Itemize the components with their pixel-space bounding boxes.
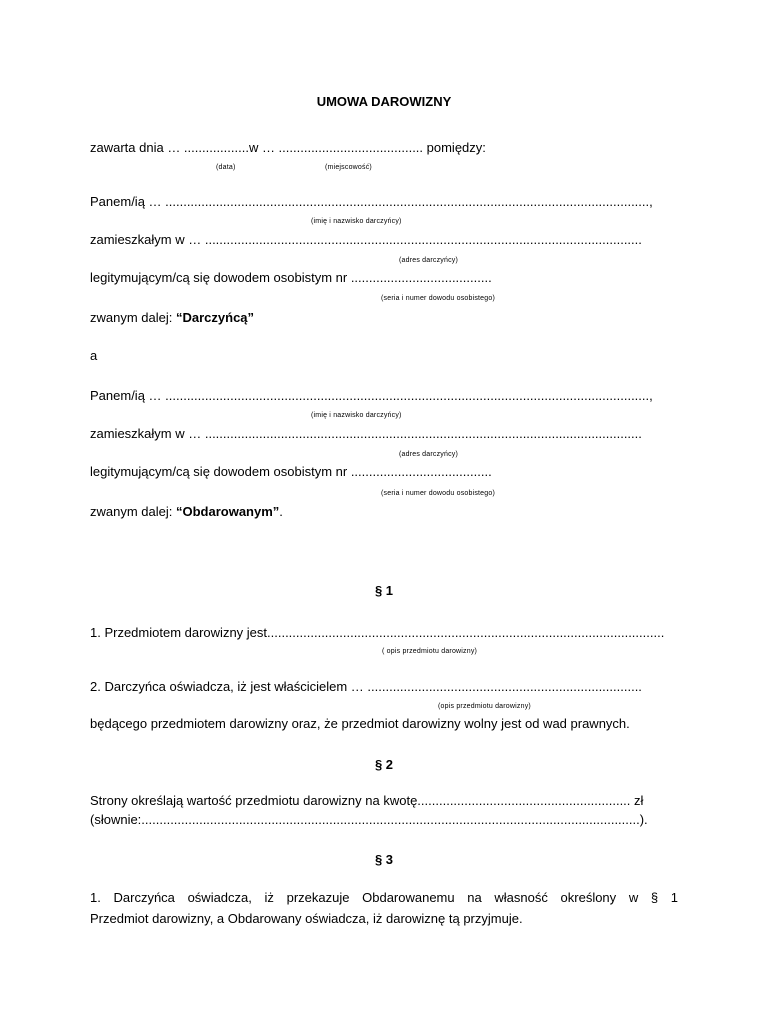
caption-date: (data)	[216, 164, 236, 171]
party1-alias-prefix: zwanym dalej:	[90, 310, 176, 325]
party2-alias-prefix: zwanym dalej:	[90, 504, 176, 519]
section-1-point-2-caption: (opis przedmiotu darowizny)	[438, 703, 531, 710]
party2-id-line: legitymującym/cą się dowodem osobistym nr .......................................	[90, 464, 492, 479]
party1-name-line: Panem/ią … ......................................................................................................................................,	[90, 194, 653, 209]
party2-alias: “Obdarowanym”	[175, 504, 280, 519]
section-3-point-1-line-1: 1. Darczyńca oświadcza, iż przekazuje Obdarowanemu na własność określony w § 1	[90, 890, 678, 905]
party1-alias-line	[90, 310, 254, 326]
section-1-point-2: 2. Darczyńca oświadcza, iż jest właścicielem … ............................................................................	[90, 679, 642, 694]
section-1-point-1: 1. Przedmiotem darowizny jest..............................................................................................................	[90, 625, 665, 640]
party2-name-caption: (imię i nazwisko darczyńcy)	[311, 412, 402, 419]
party2-address-line: zamieszkałym w … .........................................................................................................................	[90, 426, 642, 441]
party1-address-line: zamieszkałym w … .........................................................................................................................	[90, 232, 642, 247]
party1-alias: “Darczyńcą”	[175, 310, 255, 325]
party2-alias-line	[90, 504, 283, 520]
section-1-point-2-continuation: będącego przedmiotem darowizny oraz, że przedmiot darowizny wolny jest od wad prawnych.	[90, 716, 630, 731]
section-3-heading: § 3	[374, 852, 394, 867]
section-2-amount-words: (słownie:..........................................................................................................................................).	[90, 812, 648, 827]
conjunction: a	[90, 348, 98, 363]
party2-address-caption: (adres darczyńcy)	[399, 451, 459, 458]
party1-name-caption: (imię i nazwisko darczyńcy)	[311, 218, 402, 225]
party2-alias-suffix: .	[279, 504, 283, 519]
document-title: UMOWA DAROWIZNY	[316, 94, 452, 109]
intro-line: zawarta dnia … ..................w … ........................................ pomiędzy:	[90, 140, 486, 155]
party2-name-line: Panem/ią … ......................................................................................................................................,	[90, 388, 653, 403]
caption-place: (miejscowość)	[325, 164, 372, 171]
section-2-amount-line: Strony określają wartość przedmiotu darowizny na kwotę........................................................... zł	[90, 793, 644, 808]
section-1-heading: § 1	[374, 583, 394, 598]
section-3-point-1-line-2: Przedmiot darowizny, a Obdarowany oświadcza, iż darowiznę tą przyjmuje.	[90, 911, 523, 926]
party2-id-caption: (seria i numer dowodu osobistego)	[381, 490, 495, 497]
section-1-point-1-caption: ( opis przedmiotu darowizny)	[382, 648, 478, 655]
section-2-heading: § 2	[374, 757, 394, 772]
party1-id-caption: (seria i numer dowodu osobistego)	[381, 295, 495, 302]
party1-address-caption: (adres darczyńcy)	[399, 257, 459, 264]
party1-id-line: legitymującym/cą się dowodem osobistym nr .......................................	[90, 270, 492, 285]
